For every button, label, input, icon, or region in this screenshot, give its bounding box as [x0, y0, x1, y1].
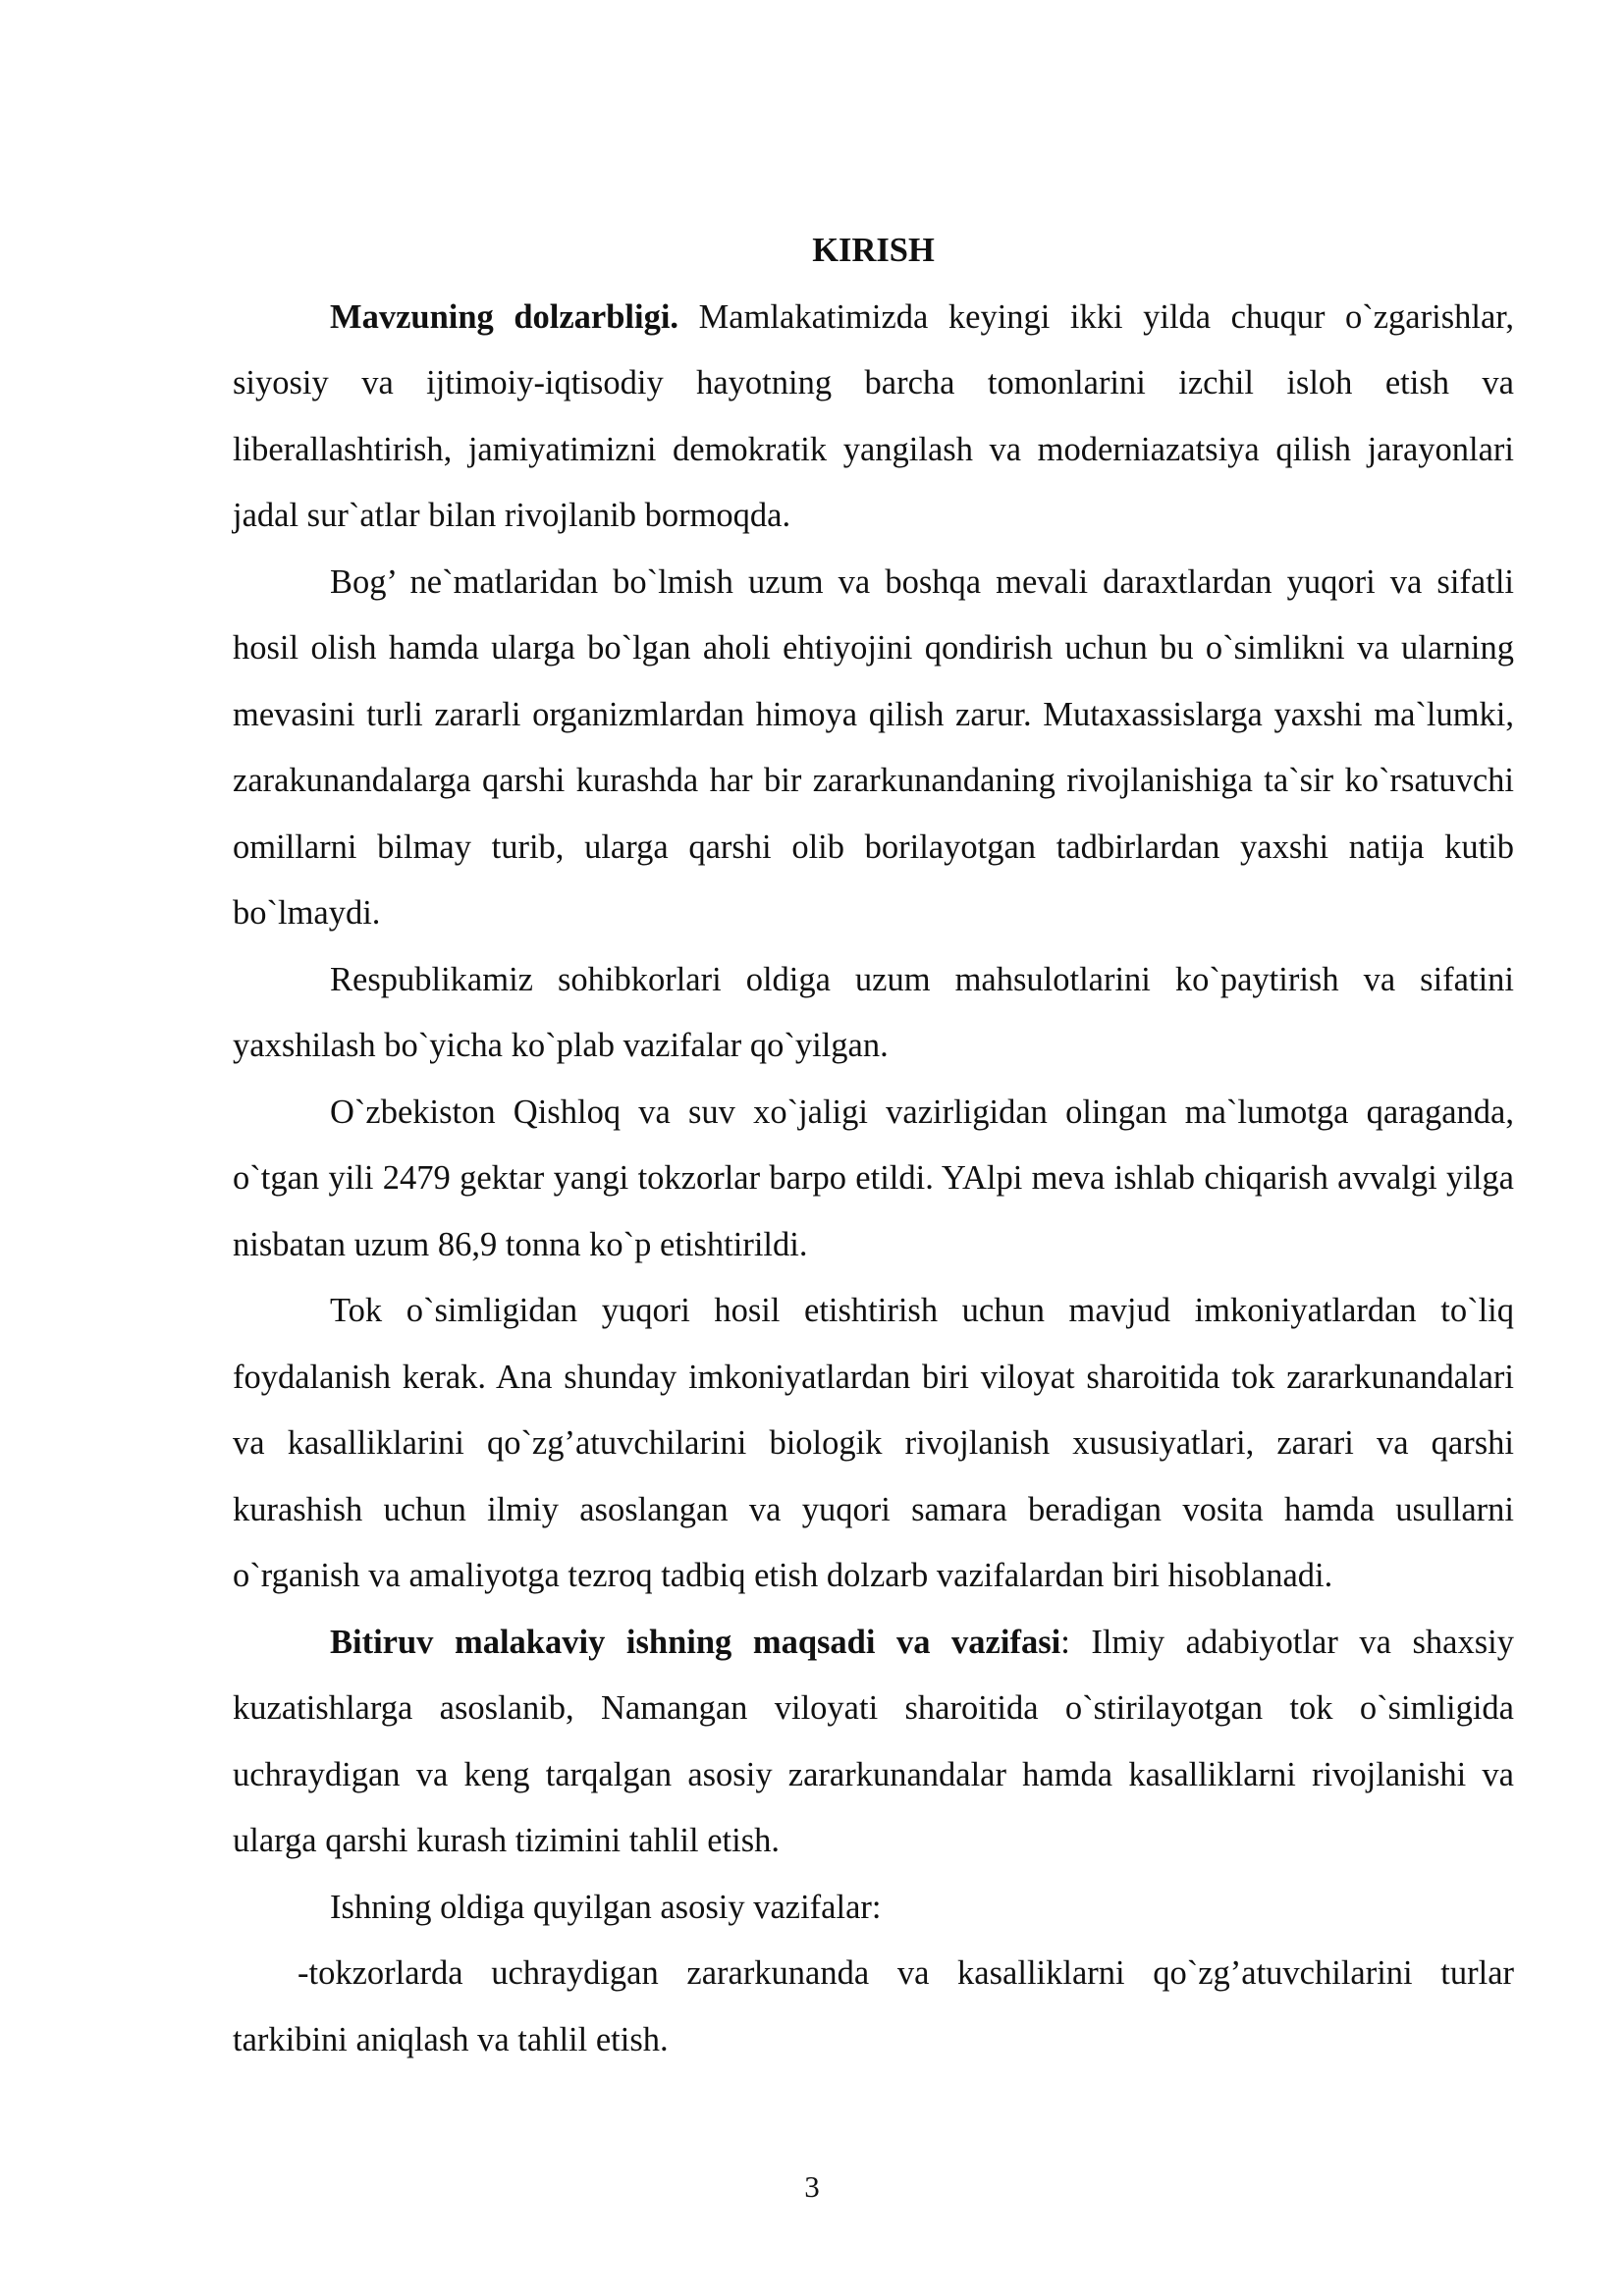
- paragraph-text: O`zbekiston Qishloq va suv xo`jaligi vazirligidan olingan ma`lumotga qaraganda, o`tgan yili 2479 gektar yangi tokzorlar barpo etildi. YAlpi meva ishlab chiqarish avvalgi yilga nisbatan uzum 86,9 tonna ko`p etishtirildi.: [233, 1093, 1514, 1263]
- paragraph-opportunities: [233, 1278, 1514, 1610]
- paragraph-goal: [233, 1610, 1514, 1875]
- paragraph-tasks: [233, 947, 1514, 1080]
- paragraph-text: Respublikamiz sohibkorlari oldiga uzum mahsulotlarini ko`paytirish va sifatini yaxshilash bo`yicha ko`plab vazifalar qo`yilgan.: [233, 960, 1514, 1064]
- bullet-item: -tokzorlarda uchraydigan zararkunanda va kasalliklarni qo`zg’atuvchilarini turlar tarkibini aniqlash va tahlil etish.: [233, 1954, 1514, 2058]
- paragraph-lead: Bitiruv malakaviy ishning maqsadi va vazifasi: [330, 1623, 1061, 1661]
- paragraph-lead: Mavzuning dolzarbligi.: [330, 297, 679, 336]
- paragraph-protection: [233, 550, 1514, 947]
- paragraph-statistics: [233, 1080, 1514, 1279]
- paragraph-text: Mamlakatimizda keyingi ikki yilda chuqur o`zgarishlar, siyosiy va ijtimoiy-iqtisodiy hayotning barcha tomonlarini izchil isloh etish va liberallashtirish, jamiyatimizni demokratik yangilash va moderniazatsiya qilish jarayonlari jadal sur`atlar bilan rivojlanib bormoqda.: [233, 297, 1514, 534]
- document-body: [233, 218, 1514, 2073]
- paragraph-text: Bog’ ne`matlaridan bo`lmish uzum va boshqa mevali daraxtlardan yuqori va sifatli hosil olish hamda ularga bo`lgan aholi ehtiyojini qondirish uchun bu o`simlikni va ularning mevasini turli zararli organizmlardan himoya qilish zarur. Mutaxassislarga yaxshi ma`lumki, zarakunandalarga qarshi kurashda har bir zararkunandaning rivojlanishiga ta`sir ko`rsatuvchi omillarni bilmay turib, ularga qarshi olib borilayotgan tadbirlardan yaxshi natija kutib bo`lmaydi.: [233, 562, 1514, 932]
- paragraph-text: Tok o`simligidan yuqori hosil etishtirish uchun mavjud imkoniyatlardan to`liq foydalanish kerak. Ana shunday imkoniyatlardan biri viloyat sharoitida tok zararkunandalari va kasalliklarini qo`zg’atuvchilarini biologik rivojlanish xususiyatlari, zarari va qarshi kurashish uchun ilmiy asoslangan va yuqori samara beradigan vosita hamda usullarni o`rganish va amaliyotga tezroq tadbiq etish dolzarb vazifalardan biri hisoblanadi.: [233, 1292, 1514, 1594]
- paragraph-text: Ishning oldiga quyilgan asosiy vazifalar:: [330, 1888, 882, 1926]
- page-number: 3: [804, 2169, 820, 2204]
- paragraph-relevance: [233, 285, 1514, 550]
- paragraph-objectives-intro: [233, 1875, 1514, 1942]
- document-title: KIRISH: [812, 232, 935, 269]
- paragraph-text: : Ilmiy adabiyotlar va shaxsiy kuzatishlarga asoslanib, Namangan viloyati sharoitida o`stirilayotgan tok o`simligida uchraydigan va keng tarqalgan asosiy zararkunandalar hamda kasalliklarni rivojlanishi va ularga qarshi kurash tizimini tahlil etish.: [233, 1623, 1515, 1859]
